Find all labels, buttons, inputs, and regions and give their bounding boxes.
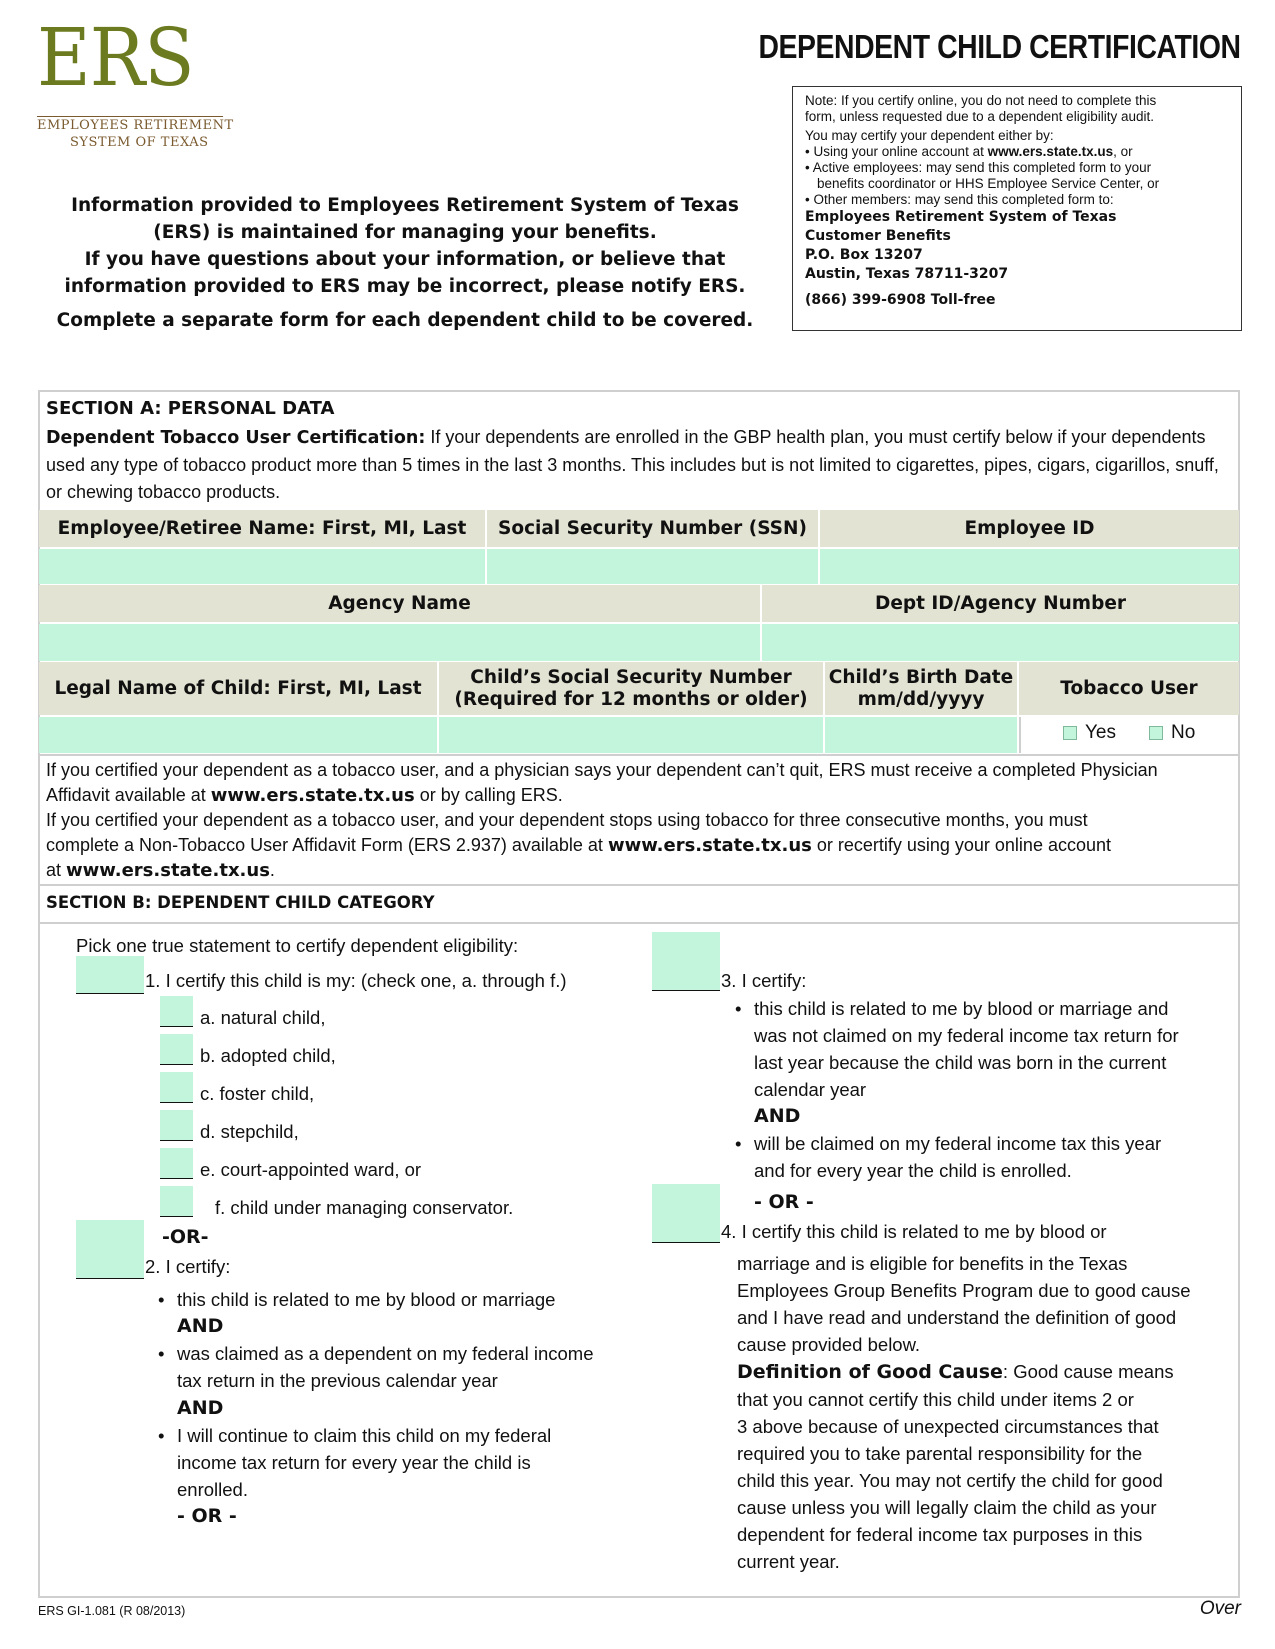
child-name-field[interactable]	[39, 717, 437, 753]
or-separator: -OR-	[162, 1226, 209, 1248]
item-2-blank	[76, 1278, 144, 1279]
bullet-line: tax return in the previous calendar year	[177, 1370, 498, 1391]
option-d-check-field[interactable]	[160, 1110, 193, 1140]
bullet-line: will be claimed on my federal income tax this year	[754, 1133, 1162, 1154]
para-text: Affidavit available at	[46, 785, 211, 805]
intro-line: If you have questions about your information, or believe that	[84, 249, 726, 270]
tobacco-cert-body: If your dependents are enrolled in the GBP health plan, you must certify below if your dependents used any type of tobacco product more than 5 times in the last 3 months. This includes but is not limited to cigarettes, pipes, cigars, cigarillos, snuff, or chewing tobacco products.	[46, 427, 1219, 502]
bullet-line: last year because the child was born in the current	[754, 1052, 1167, 1073]
good-cause-label: Definition of Good Cause	[737, 1361, 1003, 1383]
header-tobacco-user: Tobacco User	[1019, 662, 1239, 715]
ers-logo-letters: ERS	[37, 11, 194, 104]
logo-rule	[37, 116, 223, 117]
note-line: form, unless requested due to a dependent eligibility audit.	[805, 109, 1154, 124]
section-b-title: SECTION B: DEPENDENT CHILD CATEGORY	[46, 893, 435, 912]
header-employee-id	[820, 510, 1239, 547]
or-separator: - OR -	[177, 1505, 237, 1527]
bullet: •	[158, 1343, 165, 1364]
option-c-check-field[interactable]	[160, 1072, 193, 1102]
item-3-bullet-1	[754, 995, 1179, 1103]
note-line: You may certify your dependent either by:	[805, 128, 1054, 143]
good-cause-line: cause unless you will legally claim the child as your	[737, 1497, 1157, 1518]
bullet-line: enrolled.	[177, 1479, 248, 1500]
para-text: .	[269, 860, 275, 880]
note-line: Note: If you certify online, you do not need to complete this	[805, 93, 1157, 108]
para-text: or recertify using your online account	[811, 835, 1111, 855]
item-4-blank	[652, 1242, 720, 1243]
bullet-line: income tax return for every year the child is	[177, 1452, 531, 1473]
divider	[38, 884, 1240, 886]
option-d-blank	[160, 1140, 193, 1141]
para-line	[46, 833, 1236, 858]
option-f-label: f. child under managing conservator.	[215, 1197, 514, 1218]
item-2-bullet-3	[177, 1422, 551, 1503]
option-a-label: a. natural child,	[200, 1007, 326, 1028]
header-child-ssn-line2: (Required for 12 months or older)	[454, 688, 808, 710]
option-e-check-field[interactable]	[160, 1148, 193, 1178]
tobacco-yes-label: Yes	[1085, 722, 1116, 743]
intro-line: (ERS) is maintained for managing your benefits.	[153, 222, 657, 243]
bullet: •	[158, 1289, 165, 1310]
tobacco-no-option[interactable]	[1149, 722, 1195, 744]
child-birth-date-field[interactable]	[825, 717, 1017, 753]
address-line: Employees Retirement System of Texas	[805, 209, 1117, 225]
item-4-line: Employees Group Benefits Program due to good cause	[737, 1280, 1191, 1301]
header-child-name: Legal Name of Child: First, MI, Last	[39, 662, 439, 715]
bullet: •	[735, 998, 742, 1019]
header-child-ssn	[439, 662, 825, 715]
bullet-line: was not claimed on my federal income tax return for	[754, 1025, 1179, 1046]
header-birth-date	[825, 662, 1019, 715]
header-birth-date-line1: Child’s Birth Date	[828, 666, 1014, 688]
item-1-check-field[interactable]	[76, 956, 144, 993]
option-b-check-field[interactable]	[160, 1034, 193, 1064]
header-employee-name: Employee/Retiree Name: First, MI, Last	[39, 510, 487, 547]
bullet-line: this child is related to me by blood or marriage and	[754, 998, 1169, 1019]
option-e-label: e. court-appointed ward, or	[200, 1159, 422, 1180]
cell-divider	[1019, 717, 1021, 753]
header-birth-date-line2: mm/dd/yyyy	[857, 688, 985, 710]
note-bullet-active-cont: benefits coordinator or HHS Employee Service Center, or	[817, 176, 1160, 191]
over-indicator: Over	[1199, 1598, 1241, 1619]
item-4-text: 4. I certify this child is related to me by blood or	[721, 1221, 1107, 1242]
ers-website-link[interactable]: www.ers.state.tx.us	[66, 860, 270, 881]
ers-website-link[interactable]: www.ers.state.tx.us	[210, 785, 415, 806]
option-f-blank	[160, 1216, 193, 1217]
section-a-title: SECTION A: PERSONAL DATA	[46, 398, 335, 419]
bullet: •	[735, 1133, 742, 1154]
option-c-label: c. foster child,	[200, 1083, 315, 1104]
bullet-line: calendar year	[754, 1079, 867, 1100]
header-ssn: Social Security Number (SSN)	[487, 510, 820, 547]
intro-text	[50, 192, 760, 300]
item-1-text: 1. I certify this child is my: (check one, a. through f.)	[145, 970, 567, 991]
tobacco-yes-option[interactable]	[1063, 722, 1116, 744]
or-separator: - OR -	[754, 1191, 814, 1213]
option-a-blank	[160, 1026, 193, 1027]
item-4-check-field[interactable]	[652, 1184, 720, 1242]
para-text: at	[46, 860, 67, 880]
ssn-field[interactable]	[487, 549, 818, 584]
header-employee-id-label: Employee ID	[964, 517, 1095, 539]
para-text: complete a Non-Tobacco User Affidavit Form (ERS 2.937) available at	[46, 835, 608, 855]
item-3-text: 3. I certify:	[721, 970, 807, 991]
tobacco-cert-label: Dependent Tobacco User Certification:	[46, 428, 426, 448]
para-line: If you certified your dependent as a tobacco user, and a physician says your dependent can’t quit, ERS must receive a completed Physician	[46, 760, 1158, 780]
tobacco-no-checkbox[interactable]	[1149, 726, 1163, 740]
bullet-line: I will continue to claim this child on my federal	[177, 1425, 552, 1446]
good-cause-definition	[737, 1358, 1191, 1386]
bullet: •	[158, 1425, 165, 1446]
ers-website-link[interactable]: www.ers.state.tx.us	[607, 835, 812, 856]
employee-name-field[interactable]	[39, 549, 485, 584]
address-line: Austin, Texas 78711-3207	[805, 266, 1009, 282]
dept-id-field[interactable]	[762, 624, 1239, 661]
note-bullet-active: • Active employees: may send this completed form to your	[805, 160, 1152, 175]
item-2-bullet-2	[177, 1340, 594, 1394]
intro-line: information provided to ERS may be incorrect, please notify ERS.	[64, 276, 746, 297]
separate-form-note: Complete a separate form for each dependent child to be covered.	[56, 310, 754, 331]
item-3-check-field[interactable]	[652, 932, 720, 990]
address-line: P.O. Box 13207	[805, 247, 923, 263]
good-cause-text: : Good cause means	[1002, 1361, 1174, 1382]
item-4-line: and I have read and understand the definition of good	[737, 1307, 1177, 1328]
note-text: , or	[1113, 144, 1133, 159]
and-label: AND	[177, 1315, 224, 1337]
note-text: • Using your online account at	[805, 144, 988, 159]
intro-line: Information provided to Employees Retirement System of Texas	[71, 195, 739, 216]
option-b-blank	[160, 1064, 193, 1065]
note-url: www.ers.state.tx.us	[987, 144, 1114, 159]
divider	[38, 754, 1240, 756]
good-cause-line: dependent for federal income tax purposes in this	[737, 1524, 1143, 1545]
good-cause-line: current year.	[737, 1551, 840, 1572]
item-2-text: 2. I certify:	[145, 1256, 231, 1277]
good-cause-line: child this year. You may not certify the child for good	[737, 1470, 1163, 1491]
item-4-line: cause provided below.	[737, 1334, 921, 1355]
logo-line-1: EMPLOYEES RETIREMENT	[37, 118, 234, 133]
item-2-check-field[interactable]	[76, 1220, 144, 1278]
note-box	[792, 86, 1242, 331]
item-1-blank	[76, 993, 144, 994]
note-bullet-online	[805, 144, 1229, 160]
good-cause-line: 3 above because of unexpected circumstances that	[737, 1416, 1159, 1437]
bullet-line: and for every year the child is enrolled.	[754, 1160, 1072, 1181]
and-label: AND	[177, 1397, 224, 1419]
tobacco-no-label: No	[1171, 722, 1196, 743]
bullet-line: was claimed as a dependent on my federal income	[177, 1343, 594, 1364]
tobacco-yes-checkbox[interactable]	[1063, 726, 1077, 740]
form-id: ERS GI-1.081 (R 08/2013)	[38, 1604, 186, 1618]
header-dept-id: Dept ID/Agency Number	[762, 585, 1239, 622]
item-4-line: marriage and is eligible for benefits in the Texas	[737, 1253, 1128, 1274]
option-a-check-field[interactable]	[160, 996, 193, 1026]
para-text: or by calling ERS.	[414, 785, 563, 805]
employee-id-field[interactable]	[820, 549, 1239, 584]
pick-instruction: Pick one true statement to certify dependent eligibility:	[76, 935, 519, 956]
good-cause-line: that you cannot certify this child under items 2 or	[737, 1389, 1134, 1410]
option-f-check-field[interactable]	[160, 1186, 193, 1216]
option-d-label: d. stepchild,	[200, 1121, 299, 1142]
item-3-bullet-2	[754, 1130, 1161, 1184]
divider	[38, 922, 1240, 924]
option-c-blank	[160, 1102, 193, 1103]
address-line: Customer Benefits	[805, 228, 951, 244]
form-title: DEPENDENT CHILD CERTIFICATION	[758, 28, 1241, 65]
good-cause-line: required you to take parental responsibility for the	[737, 1443, 1143, 1464]
physician-affidavit-text	[46, 758, 1236, 883]
item-2-bullet-1: this child is related to me by blood or marriage	[177, 1289, 556, 1310]
header-child-ssn-line1: Child’s Social Security Number	[470, 666, 792, 688]
child-ssn-field[interactable]	[439, 717, 823, 753]
para-line: If you certified your dependent as a tobacco user, and your dependent stops using tobacco for three consecutive months, you must	[46, 810, 1088, 830]
option-b-label: b. adopted child,	[200, 1045, 336, 1066]
and-label: AND	[754, 1105, 801, 1127]
agency-name-field[interactable]	[39, 624, 760, 661]
note-bullet-other: • Other members: may send this completed form to:	[805, 192, 1114, 207]
phone-number: (866) 399-6908 Toll-free	[805, 292, 996, 308]
logo-line-2: SYSTEM OF TEXAS	[70, 135, 209, 150]
para-line	[46, 783, 1236, 808]
tobacco-certification-text	[46, 424, 1236, 506]
item-4-text-cont	[737, 1250, 1191, 1575]
header-agency-name: Agency Name	[39, 585, 762, 622]
item-3-blank	[652, 990, 720, 991]
option-e-blank	[160, 1178, 193, 1179]
para-line	[46, 858, 1236, 883]
